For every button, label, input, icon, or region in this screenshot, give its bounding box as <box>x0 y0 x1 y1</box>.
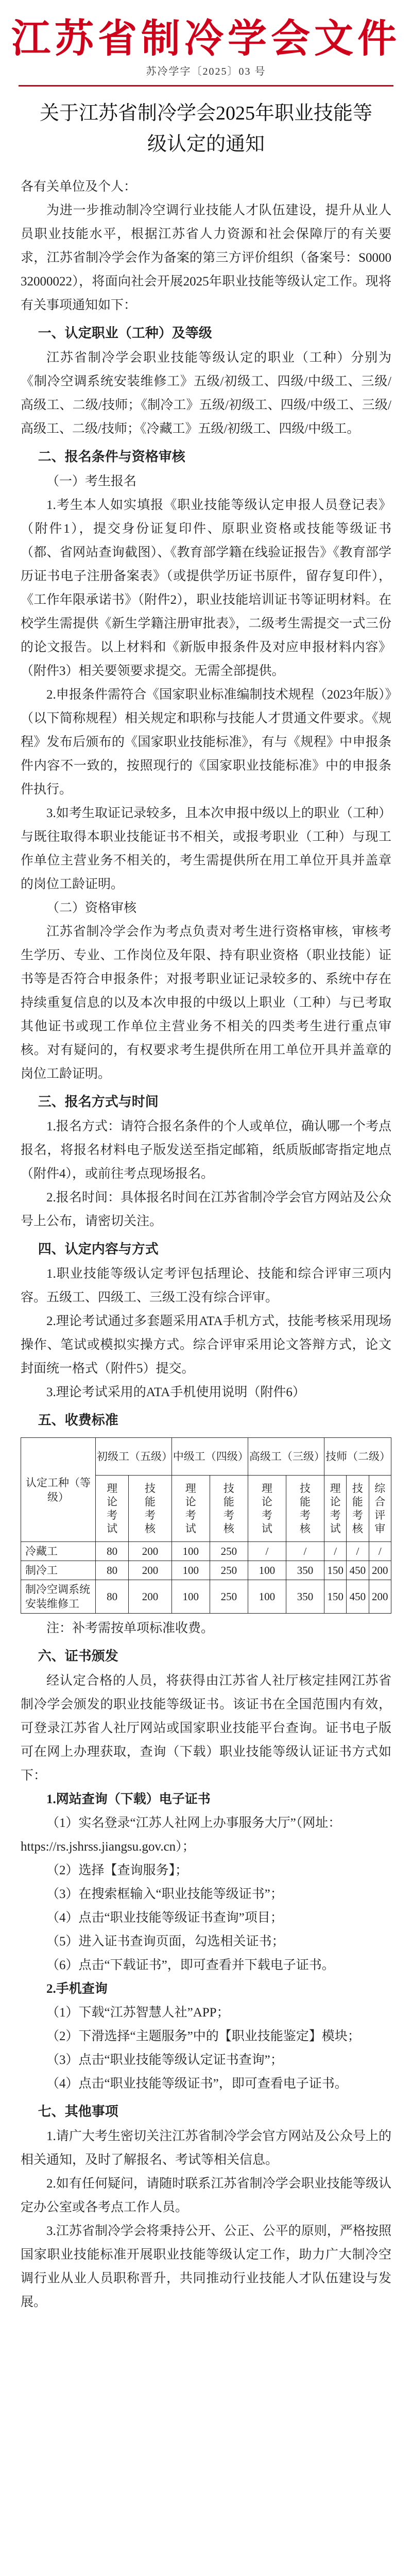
section-4-heading: 四、认定内容与方式 <box>38 1242 159 1257</box>
fee-row-label: 制冷空调系统安装维修工 <box>21 1580 96 1614</box>
method-1-step: （3）在搜索框输入“职业技能等级证书”； <box>46 1887 283 1901</box>
section-3-paragraph-1: 1.报名方式：请符合报名条件的个人或单位，确认哪一个考点报名，将报名材料电子版发送至指定邮箱，纸质版邮寄指定地点（附件4），或前往考点现场报名。 <box>21 1120 391 1181</box>
fee-table-header-row <box>21 1438 391 1476</box>
section-7-paragraph-3: 3.江苏省制冷学会将秉持公开、公正、公平的原则，严格按照国家职业技能标准开展职业技能等级认定工作，助力广大制冷空调行业从业人员职称晋升，共同推动行业技能人才队伍建设与发展。 <box>21 2224 391 2309</box>
masthead-title: 江苏省制冷学会文件 <box>11 15 401 61</box>
section-7-paragraph-2: 2.如有任何疑问，请随时联系江苏省制冷学会职业技能等级认定办公室或各考点工作人员。 <box>21 2177 391 2214</box>
section-4-paragraph-1: 1.职业技能等级认定考评包括理论、技能和综合评审三项内容。五级工、四级工、三级工没有综合评审。 <box>21 1267 391 1304</box>
section-2-subheading-2: （二）资格审核 <box>46 901 137 915</box>
fee-subheader: 技能考核 <box>347 1476 369 1542</box>
method-2-heading: 2.手机查询 <box>46 1982 108 1996</box>
fee-cell: 250 <box>210 1580 248 1614</box>
fee-cell: 150 <box>324 1561 346 1580</box>
fee-note: 注：补考需按单项标准收费。 <box>46 1621 214 1635</box>
section-3-heading: 三、报名方式与时间 <box>38 1094 159 1110</box>
section-1-heading: 一、认定职业（工种）及等级 <box>38 326 212 341</box>
method-2-step: （2）下滑选择“主题服务”中的【职业技能鉴定】模块； <box>46 2029 360 2043</box>
fee-cell: 100 <box>248 1580 286 1614</box>
fee-cell: / <box>369 1542 391 1561</box>
table-row <box>21 1542 391 1561</box>
section-2-heading: 二、报名条件与资格审核 <box>38 449 185 465</box>
section-5-heading: 五、收费标准 <box>38 1413 118 1428</box>
fee-cell: / <box>324 1542 346 1561</box>
fee-cell: 350 <box>286 1561 324 1580</box>
section-2-paragraph-3: 3.如考生取证记录较多，且本次申报中级以上的职业（工种）与既往取得本职业技能证书不相关，或报考职业（工种）与现工作单位主营业务不相关的，考生需提供所在用工单位开具并盖章的岗位工龄证明。 <box>21 806 391 891</box>
salutation: 各有关单位及个人： <box>21 180 137 194</box>
method-2-step: （4）点击“职业技能等级证书”，即可查看电子证书。 <box>46 2077 348 2091</box>
fee-level-header: 技师（二级） <box>324 1438 391 1476</box>
section-4-paragraph-2: 2.理论考试通过多套题采用ATA手机方式，技能考核采用现场操作、笔试或模拟实操方式。综合评审采用论文答辩方式，论文封面统一格式（附件5）提交。 <box>21 1314 391 1376</box>
document-number: 苏冷学字〔2025〕03 号 <box>146 66 266 77</box>
section-6-paragraph: 经认定合格的人员，将获得由江苏省人社厅核定挂网江苏省制冷学会颁发的职业技能等级证书。该证书在全国范围内有效，可登录江苏省人社厅网站或国家职业技能平台查询。证书电子版可在网上办理获取，查询（下载）职业技能等级认证证书方式如下： <box>21 1674 391 1783</box>
fee-level-header: 初级工（五级） <box>96 1438 172 1476</box>
fee-subheader: 技能考核 <box>129 1476 171 1542</box>
fee-subheader: 理论考试 <box>248 1476 286 1542</box>
intro-paragraph: 为进一步推动制冷空调行业技能人才队伍建设，提升从业人员职业技能水平，根据江苏省人力资源和社会保障厅的有关要求，江苏省制冷学会作为备案的第三方评价组织（备案号：S000032000022），将面向社会开展2025年职业技能等级认定工作。现将有关事项通知如下： <box>21 204 391 312</box>
fee-subheader: 理论考试 <box>324 1476 346 1542</box>
fee-subheader: 理论考试 <box>96 1476 129 1542</box>
method-1-heading: 1.网站查询（下载）电子证书 <box>46 1792 211 1806</box>
fee-level-header: 中级工（四级） <box>171 1438 248 1476</box>
section-2-paragraph-4: 江苏省制冷学会作为考点负责对考生进行资格审核，审核考生学历、专业、工作岗位及年限、持有职业资格（职业技能）证书等是否符合申报条件；对报考职业证记录较多的、系统中存在持续重复信息的以及本次申报的中级以上职业（工种）与已考取其他证书或现工作单位主营业务不相关的四类考生进行重点审核。对有疑问的，有权要求考生提供所在用工单位开具并盖章的岗位工龄证明。 <box>21 925 391 1081</box>
portal-url-link[interactable]: https://rs.jshrss.jiangsu.gov.cn）； <box>21 1840 195 1854</box>
fee-subheader: 理论考试 <box>171 1476 210 1542</box>
section-4-paragraph-3: 3.理论考试采用的ATA手机使用说明（附件6） <box>46 1385 305 1399</box>
section-7-paragraph-1: 1.请广大考生密切关注江苏省制冷学会官方网站及公众号上的相关通知，及时了解报名、考试等相关信息。 <box>21 2129 391 2167</box>
fee-cell: 200 <box>369 1580 391 1614</box>
red-divider <box>19 85 393 87</box>
fee-cell: 250 <box>210 1561 248 1580</box>
fee-table-corner: 认定工种（等级） <box>21 1438 96 1542</box>
fee-level-header: 高级工（三级） <box>248 1438 324 1476</box>
table-row <box>21 1561 391 1580</box>
section-1-paragraph: 江苏省制冷学会职业技能等级认定的职业（工种）分别为《制冷空调系统安装维修工》五级/初级工、四级/中级工、三级/高级工、二级/技师；《制冷工》五级/初级工、四级/中级工、三级/高级工、二级/技师；《冷藏工》五级/初级工、四级/中级工。 <box>21 351 391 436</box>
method-1-step: （1）实名登录“江苏人社网上办事服务大厅”（网址： <box>46 1816 341 1830</box>
fee-cell: 100 <box>171 1542 210 1561</box>
method-1-step: （5）进入证书查询页面，勾选相关证书； <box>46 1935 285 1948</box>
section-7-heading: 七、其他事项 <box>38 2104 118 2120</box>
method-1-step: （2）选择【查询服务】； <box>46 1863 188 1877</box>
fee-cell: 100 <box>248 1561 286 1580</box>
fee-cell: 450 <box>347 1561 369 1580</box>
fee-cell: / <box>248 1542 286 1561</box>
fee-row-label: 制冷工 <box>21 1561 96 1580</box>
section-2-subheading-1: （一）考生报名 <box>46 474 137 488</box>
section-2-paragraph-2: 2.申报条件需符合《国家职业标准编制技术规程（2023年版）》（以下简称规程）相关规定和职称与技能人才贯通文件要求。《规程》发布后颁布的《国家职业技能标准》，有与《规程》中申报条件内容不一致的，按照现行的《国家职业技能标准》中的申报条件执行。 <box>21 688 391 796</box>
method-1-step: （6）点击“下载证书”，即可查看并下载电子证书。 <box>46 1958 335 1972</box>
fee-cell: 450 <box>347 1580 369 1614</box>
document-body <box>21 175 391 2314</box>
section-2-paragraph-1: 1.考生本人如实填报《职业技能等级认定申报人员登记表》（附件1），提交身份证复印件、原职业资格或技能等级证书（都、省网站查询截图）、《教育部学籍在线验证报告》《教育部学历证书电子注册备案表》（或提供学历证书原件，留存复印件），《工作年限承诺书》（附件2），职业技能培训证书等证明材料。在校学生需提供《新生学籍注册审批表》，二级考生需提交一式三份的论文报告。以上材料和《新版申报条件及对应申报材料内容》（附件3）相关要领要求提交。无需全部提供。 <box>21 498 391 678</box>
fee-cell: 80 <box>96 1542 129 1561</box>
section-3-paragraph-2: 2.报名时间：具体报名时间在江苏省制冷学会官方网站及公众号上公布，请密切关注。 <box>21 1191 391 1228</box>
method-2-step: （3）点击“职业技能等级认定证书查询”； <box>46 2053 283 2067</box>
fee-subheader: 综合评审 <box>369 1476 391 1542</box>
table-row <box>21 1580 391 1614</box>
fee-cell: / <box>347 1542 369 1561</box>
method-1-step: （4）点击“职业技能等级证书查询”项目； <box>46 1911 283 1925</box>
fee-cell: 200 <box>129 1561 171 1580</box>
fee-cell: 250 <box>210 1542 248 1561</box>
fee-cell: 100 <box>171 1561 210 1580</box>
section-6-heading: 六、证书颁发 <box>38 1649 118 1664</box>
fee-row-label: 冷藏工 <box>21 1542 96 1561</box>
fee-subheader: 技能考核 <box>286 1476 324 1542</box>
fee-cell: 80 <box>96 1561 129 1580</box>
fee-cell: 200 <box>129 1542 171 1561</box>
method-2-step: （1）下载“江苏智慧人社”APP； <box>46 2006 230 2020</box>
fee-table <box>21 1437 391 1614</box>
fee-subheader: 技能考核 <box>210 1476 248 1542</box>
document-title: 关于江苏省制冷学会2025年职业技能等级认定的通知 <box>39 103 372 155</box>
fee-cell: 350 <box>286 1580 324 1614</box>
fee-cell: 200 <box>129 1580 171 1614</box>
fee-cell: 150 <box>324 1580 346 1614</box>
fee-cell: 80 <box>96 1580 129 1614</box>
fee-cell: 200 <box>369 1561 391 1580</box>
fee-cell: / <box>286 1542 324 1561</box>
fee-cell: 100 <box>171 1580 210 1614</box>
